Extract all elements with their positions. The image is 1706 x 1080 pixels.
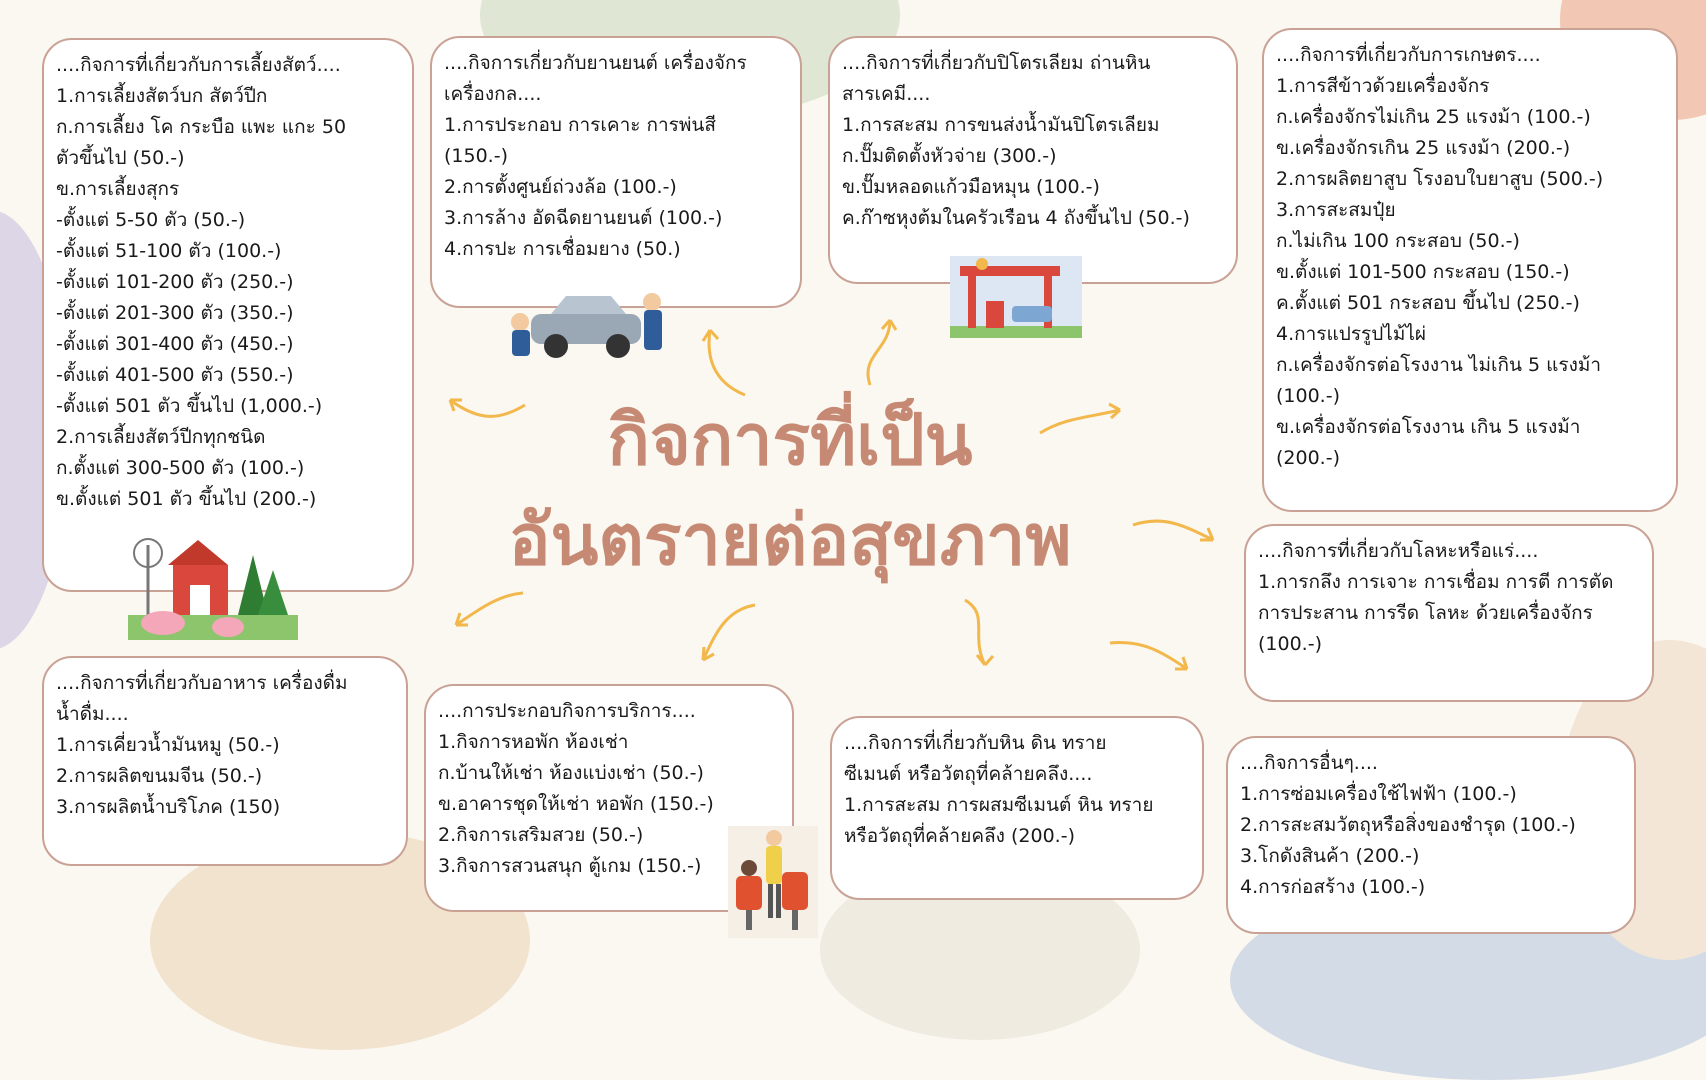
card-line: ก.การเลี้ยง โค กระบือ แพะ แกะ 50 <box>56 116 347 138</box>
arrow-to-services <box>695 600 765 665</box>
card-line: -ตั้งแต่ 401-500 ตัว (550.-) <box>56 364 294 386</box>
car-repair-illustration <box>506 284 666 364</box>
card-line: สารเคมี.... <box>842 83 931 105</box>
card-line: ข.ตั้งแต่ 501 ตัว ขึ้นไป (200.-) <box>56 488 317 510</box>
card-stone <box>830 716 1204 900</box>
card-line: การประสาน การรีด โลหะ ด้วยเครื่องจักร <box>1258 602 1593 624</box>
card-metal <box>1244 524 1654 702</box>
card-line: 4.การแปรรูปไม้ไผ่ <box>1276 323 1427 345</box>
card-line: ค.ตั้งแต่ 501 กระสอบ ขึ้นไป (250.-) <box>1276 292 1580 314</box>
card-line: 2.การตั้งศูนย์ถ่วงล้อ (100.-) <box>444 176 677 198</box>
card-line: -ตั้งแต่ 301-400 ตัว (450.-) <box>56 333 294 355</box>
card-line: ....กิจการที่เกี่ยวกับโลหะหรือแร่.... <box>1258 540 1539 562</box>
card-animals <box>42 38 414 592</box>
card-line: 3.กิจการสวนสนุก ตู้เกม (150.-) <box>438 855 702 877</box>
card-line: ....กิจการที่เกี่ยวกับการเกษตร.... <box>1276 44 1541 66</box>
card-line: 1.การซ่อมเครื่องใช้ไฟฟ้า (100.-) <box>1240 783 1517 805</box>
card-others-lines <box>1240 748 1622 903</box>
card-line: 1.การประกอบ การเคาะ การพ่นสี <box>444 114 716 136</box>
card-line: ข.เครื่องจักรต่อโรงงาน เกิน 5 แรงม้า <box>1276 416 1581 438</box>
card-line: -ตั้งแต่ 101-200 ตัว (250.-) <box>56 271 294 293</box>
card-line: ข.ตั้งแต่ 101-500 กระสอบ (150.-) <box>1276 261 1570 283</box>
card-line: ....กิจการที่เกี่ยวกับการเลี้ยงสัตว์.... <box>56 54 341 76</box>
card-others <box>1226 736 1636 934</box>
card-line: ....กิจการที่เกี่ยวกับอาหาร เครื่องดื่ม <box>56 672 348 694</box>
card-vehicles <box>430 36 802 308</box>
arrow-to-food <box>448 585 528 630</box>
arrow-to-others <box>1105 635 1195 675</box>
card-line: (200.-) <box>1276 447 1340 469</box>
card-line: 2.การผลิตขนมจีน (50.-) <box>56 765 263 787</box>
center-title-line1: กิจการที่เป็น <box>607 398 973 481</box>
card-line: 3.การล้าง อัดฉีดยานยนต์ (100.-) <box>444 207 723 229</box>
center-title-line2: อันตรายต่อสุขภาพ <box>508 498 1072 581</box>
card-line: 3.การสะสมปุ๋ย <box>1276 199 1396 221</box>
card-line: ซีเมนต์ หรือวัตถุที่คล้ายคลึง.... <box>844 763 1093 785</box>
card-line: ตัวขึ้นไป (50.-) <box>56 147 185 169</box>
card-petroleum <box>828 36 1238 284</box>
card-line: ข.อาคารชุดให้เช่า หอพัก (150.-) <box>438 793 714 815</box>
card-line: 3.โกดังสินค้า (200.-) <box>1240 845 1420 867</box>
card-line: 2.กิจการเสริมสวย (50.-) <box>438 824 644 846</box>
card-line: 1.การกลึง การเจาะ การเชื่อม การตี การตัด <box>1258 571 1614 593</box>
card-line: ก.เครื่องจักรต่อโรงงาน ไม่เกิน 5 แรงม้า <box>1276 354 1602 376</box>
arrow-to-agriculture <box>1035 398 1125 440</box>
card-line: ก.เครื่องจักรไม่เกิน 25 แรงม้า (100.-) <box>1276 106 1591 128</box>
card-line: น้ำดื่ม.... <box>56 703 129 725</box>
card-line: -ตั้งแต่ 501 ตัว ขึ้นไป (1,000.-) <box>56 395 323 417</box>
salon-illustration <box>728 826 818 938</box>
card-line: ....กิจการที่เกี่ยวกับหิน ดิน ทราย <box>844 732 1107 754</box>
card-line: ....กิจการอื่นๆ.... <box>1240 752 1378 774</box>
card-line: 1.การสะสม การขนส่งน้ำมันปิโตรเลียม <box>842 114 1160 136</box>
card-line: -ตั้งแต่ 51-100 ตัว (100.-) <box>56 240 282 262</box>
card-agriculture-lines <box>1276 40 1664 474</box>
card-line: ก.ไม่เกิน 100 กระสอบ (50.-) <box>1276 230 1520 252</box>
card-line: 2.การผลิตยาสูบ โรงอบใบยาสูบ (500.-) <box>1276 168 1604 190</box>
card-line: ข.การเลี้ยงสุกร <box>56 178 180 200</box>
card-agriculture <box>1262 28 1678 512</box>
card-food <box>42 656 408 866</box>
card-line: 4.การปะ การเชื่อมยาง (50.) <box>444 238 681 260</box>
card-stone-lines <box>844 728 1190 852</box>
card-metal-lines <box>1258 536 1640 660</box>
card-line: 1.การเลี้ยงสัตว์บก สัตว์ปีก <box>56 85 268 107</box>
card-line: 3.การผลิตน้ำบริโภค (150) <box>56 796 281 818</box>
card-line: 4.การก่อสร้าง (100.-) <box>1240 876 1426 898</box>
gas-station-illustration <box>950 256 1082 338</box>
card-line: เครื่องกล.... <box>444 83 542 105</box>
card-line: 1.การเคี่ยวน้ำมันหมู (50.-) <box>56 734 280 756</box>
card-line: -ตั้งแต่ 201-300 ตัว (350.-) <box>56 302 294 324</box>
card-line: (150.-) <box>444 145 508 167</box>
card-line: 1.การสะสม การผสมซีเมนต์ หิน ทราย <box>844 794 1154 816</box>
card-line: ก.บ้านให้เช่า ห้องแบ่งเช่า (50.-) <box>438 762 704 784</box>
card-food-lines <box>56 668 394 823</box>
card-line: -ตั้งแต่ 5-50 ตัว (50.-) <box>56 209 246 231</box>
card-line: 2.การเลี้ยงสัตว์ปีกทุกชนิด <box>56 426 266 448</box>
arrow-to-petroleum <box>860 315 920 395</box>
card-line: ก.ตั้งแต่ 300-500 ตัว (100.-) <box>56 457 305 479</box>
card-line: ....กิจการเกี่ยวกับยานยนต์ เครื่องจักร <box>444 52 747 74</box>
arrow-to-metal <box>1128 510 1218 550</box>
farm-illustration <box>128 535 298 640</box>
card-line: ข.ปั๊มหลอดแก้วมือหมุน (100.-) <box>842 176 1100 198</box>
card-line: 1.กิจการหอพัก ห้องเช่า <box>438 731 629 753</box>
arrow-to-stone <box>955 595 1005 670</box>
card-line: หรือวัตถุที่คล้ายคลึง (200.-) <box>844 825 1075 847</box>
card-line: ก.ปั๊มติดตั้งหัวจ่าย (300.-) <box>842 145 1057 167</box>
card-petroleum-lines <box>842 48 1224 234</box>
arrow-to-animals <box>440 390 530 430</box>
card-line: ....กิจการที่เกี่ยวกับปิโตรเลียม ถ่านหิน <box>842 52 1151 74</box>
arrow-to-vehicles <box>700 325 760 400</box>
card-line: ข.เครื่องจักรเกิน 25 แรงม้า (200.-) <box>1276 137 1571 159</box>
card-line: 1.การสีข้าวด้วยเครื่องจักร <box>1276 75 1490 97</box>
card-line: (100.-) <box>1258 633 1322 655</box>
card-line: ....การประกอบกิจการบริการ.... <box>438 700 696 722</box>
card-line: (100.-) <box>1276 385 1340 407</box>
card-animals-lines <box>56 50 400 515</box>
card-vehicles-lines <box>444 48 788 265</box>
card-line: ค.ก๊าซหุงต้มในครัวเรือน 4 ถังขึ้นไป (50.-) <box>842 207 1190 229</box>
card-line: 2.การสะสมวัตถุหรือสิ่งของชำรุด (100.-) <box>1240 814 1576 836</box>
